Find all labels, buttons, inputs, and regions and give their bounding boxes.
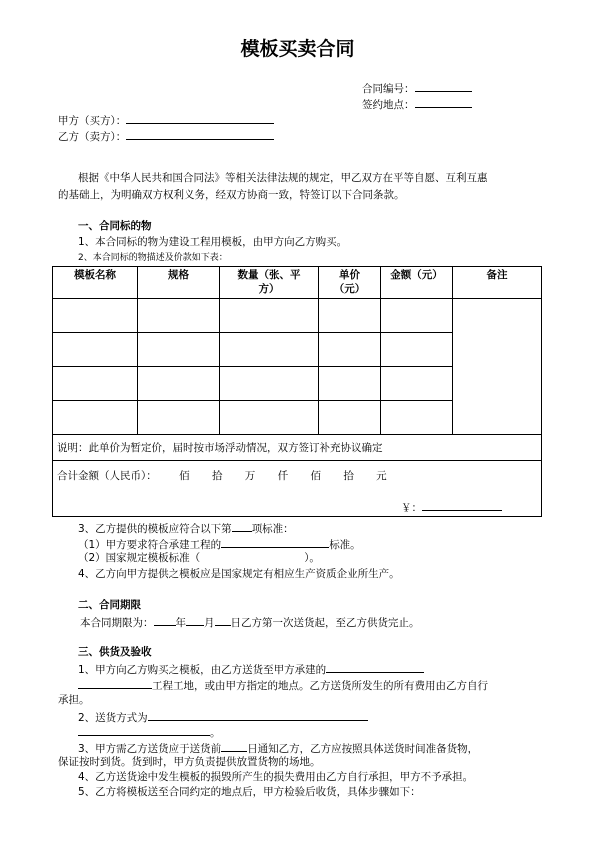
unit-shi: 拾 [211,470,223,482]
unit-bai-2: 佰 [310,470,321,482]
cell-price[interactable] [319,299,381,333]
s2-month: 月 [204,617,215,629]
s3-item-2-line-2 [78,724,221,740]
project-standard-blank[interactable] [221,536,329,548]
party-a-label: 甲方（买方）： [58,115,127,127]
unit-wan: 万 [244,470,256,482]
s3-item-3-line-2: 保证按时到货。货到时，甲方负责提供放置货物的场地。 [58,756,321,768]
header-spec: 规格 [138,267,220,299]
header-qty-line-2: 方） [258,283,280,295]
contract-no-line [362,80,472,96]
cell-qty[interactable] [220,401,319,435]
total-amount-label: 合计金额（人民币）： [57,470,157,482]
s3-item-2-line-1 [78,709,368,725]
unit-qian: 仟 [277,470,289,482]
s3-item-1-text-a: 1、甲方向乙方购买之模板，由乙方送货至甲方承建的 [78,664,327,676]
sign-place-blank[interactable] [415,96,472,108]
header-qty [220,267,319,299]
cell-spec[interactable] [138,401,220,435]
header-name: 模板名称 [53,267,138,299]
month-blank[interactable] [186,614,204,626]
day-blank[interactable] [215,614,231,626]
cell-spec[interactable] [138,299,220,333]
section-1-heading: 一、合同标的物 [78,220,152,232]
party-a-line [58,112,274,128]
table-row [53,299,542,333]
total-amount-line [57,469,387,483]
s1-item-3-2 [78,551,320,565]
sign-place-label: 签约地点： [362,99,415,111]
s1-item-4: 4、乙方向甲方提供之模板应是国家规定有相应生产资质企业所生产。 [78,568,400,580]
cell-name[interactable] [53,299,138,333]
s3-item-2-text-b: 。 [210,727,221,739]
header-price-line-2: （元） [333,283,366,295]
s3-item-1-text-b: 工程工地，或由甲方指定的地点。乙方送货所发生的所有费用由乙方自行 [152,680,488,692]
yen-blank[interactable] [422,499,502,511]
s1-item-3-1 [78,536,361,552]
header-qty-line-1: 数量（张、平 [237,269,301,281]
header-amount: 金额（元） [381,267,453,299]
cell-name[interactable] [53,333,138,367]
cell-name[interactable] [53,367,138,401]
s3-item-1-line-2 [78,677,488,693]
s3-item-1-line-3: 承担。 [58,694,90,706]
price-note: 说明：此单价为暂定价，届时按市场浮动情况，双方签订补充协议确定 [53,435,542,461]
s1-item-3-1-text-a: （1）甲方要求符合承建工程的 [78,539,222,551]
s3-item-3-text-a: 3、甲方需乙方送货应于送货前 [78,743,222,755]
s3-item-1-line-1 [78,661,424,677]
table-total-row [53,461,542,517]
unit-yuan: 元 [376,470,387,482]
s3-item-4: 4、乙方送货途中发生模板的损毁所产生的损失费用由乙方自行承担，甲方不予承担。 [78,771,474,783]
notice-days-blank[interactable] [221,740,247,752]
cell-spec[interactable] [138,367,220,401]
s1-item-3-text-b: 项标准： [251,523,294,535]
s1-item-3-text-a: 3、乙方提供的模板应符合以下第 [78,523,232,535]
cell-amount[interactable] [381,367,453,401]
table-note-row [53,435,542,461]
cell-qty[interactable] [220,299,319,333]
standard-item-blank[interactable] [232,520,252,532]
s1-item-3 [78,520,294,536]
contract-no-label: 合同编号： [362,83,415,95]
s2-text-a: 本合同期限为： [80,617,154,629]
cell-spec[interactable] [138,333,220,367]
party-b-label: 乙方（卖方）： [58,131,127,143]
section-3-heading: 三、供货及验收 [78,646,152,658]
cell-qty[interactable] [220,367,319,401]
unit-shi-2: 拾 [343,470,354,482]
total-amount-cell[interactable] [53,461,542,517]
sign-place-line [362,96,472,112]
s3-item-3-line-1 [78,740,478,756]
cell-qty[interactable] [220,333,319,367]
yen-line [401,499,502,515]
s2-term-line [80,614,420,630]
section-2-heading: 二、合同期限 [78,599,141,611]
year-blank[interactable] [154,614,176,626]
cell-amount[interactable] [381,333,453,367]
s1-item-3-2-text-b: ）。 [304,552,320,564]
cell-price[interactable] [319,333,381,367]
s1-item-2: 2、本合同标的物描述及价款如下表： [78,253,228,263]
s3-item-3-text-b: 日通知乙方，乙方应按照具体送货时间准备货物， [247,743,479,755]
s2-year: 年 [175,617,186,629]
table-header-row [53,267,542,299]
document-title: 模板买卖合同 [240,38,355,60]
s2-text-b: 日乙方第一次送货起，至乙方供货完止。 [230,617,420,629]
s1-item-3-1-text-b: 标准。 [329,539,361,551]
preamble-line-2: 的基础上，为明确双方权利义务，经双方协商一致，特签订以下合同条款。 [58,189,405,201]
party-b-line [58,128,274,144]
header-remark: 备注 [453,267,542,299]
s3-item-2-text-a: 2、送货方式为 [78,712,148,724]
cell-remark[interactable] [453,299,542,435]
cell-amount[interactable] [381,299,453,333]
s3-item-5: 5、乙方将模板送至合同约定的地点后，甲方检验后收货，具体步骤如下： [78,786,421,798]
delivery-method-blank-2[interactable] [78,724,210,736]
preamble-line-1: 根据《中华人民共和国合同法》等相关法律法规的规定，甲乙双方在平等自愿、互利互惠 [78,172,488,184]
project-site-blank[interactable] [78,677,152,689]
cell-price[interactable] [319,367,381,401]
party-a-blank[interactable] [126,112,274,124]
cell-amount[interactable] [381,401,453,435]
goods-table [52,266,542,517]
s1-item-1: 1、本合同标的物为建设工程用模板，由甲方向乙方购买。 [78,236,348,248]
cell-name[interactable] [53,401,138,435]
project-name-blank[interactable] [326,661,424,673]
header-price-line-1: 单价 [339,269,360,281]
header-price [319,267,381,299]
s1-item-3-2-text-a: （2）国家规定模板标准（ [78,552,201,564]
contract-no-blank[interactable] [415,80,472,92]
cell-price[interactable] [319,401,381,435]
yen-label: ￥： [401,502,422,514]
unit-bai: 佰 [179,470,190,482]
party-b-blank[interactable] [126,128,274,140]
delivery-method-blank[interactable] [148,709,368,721]
